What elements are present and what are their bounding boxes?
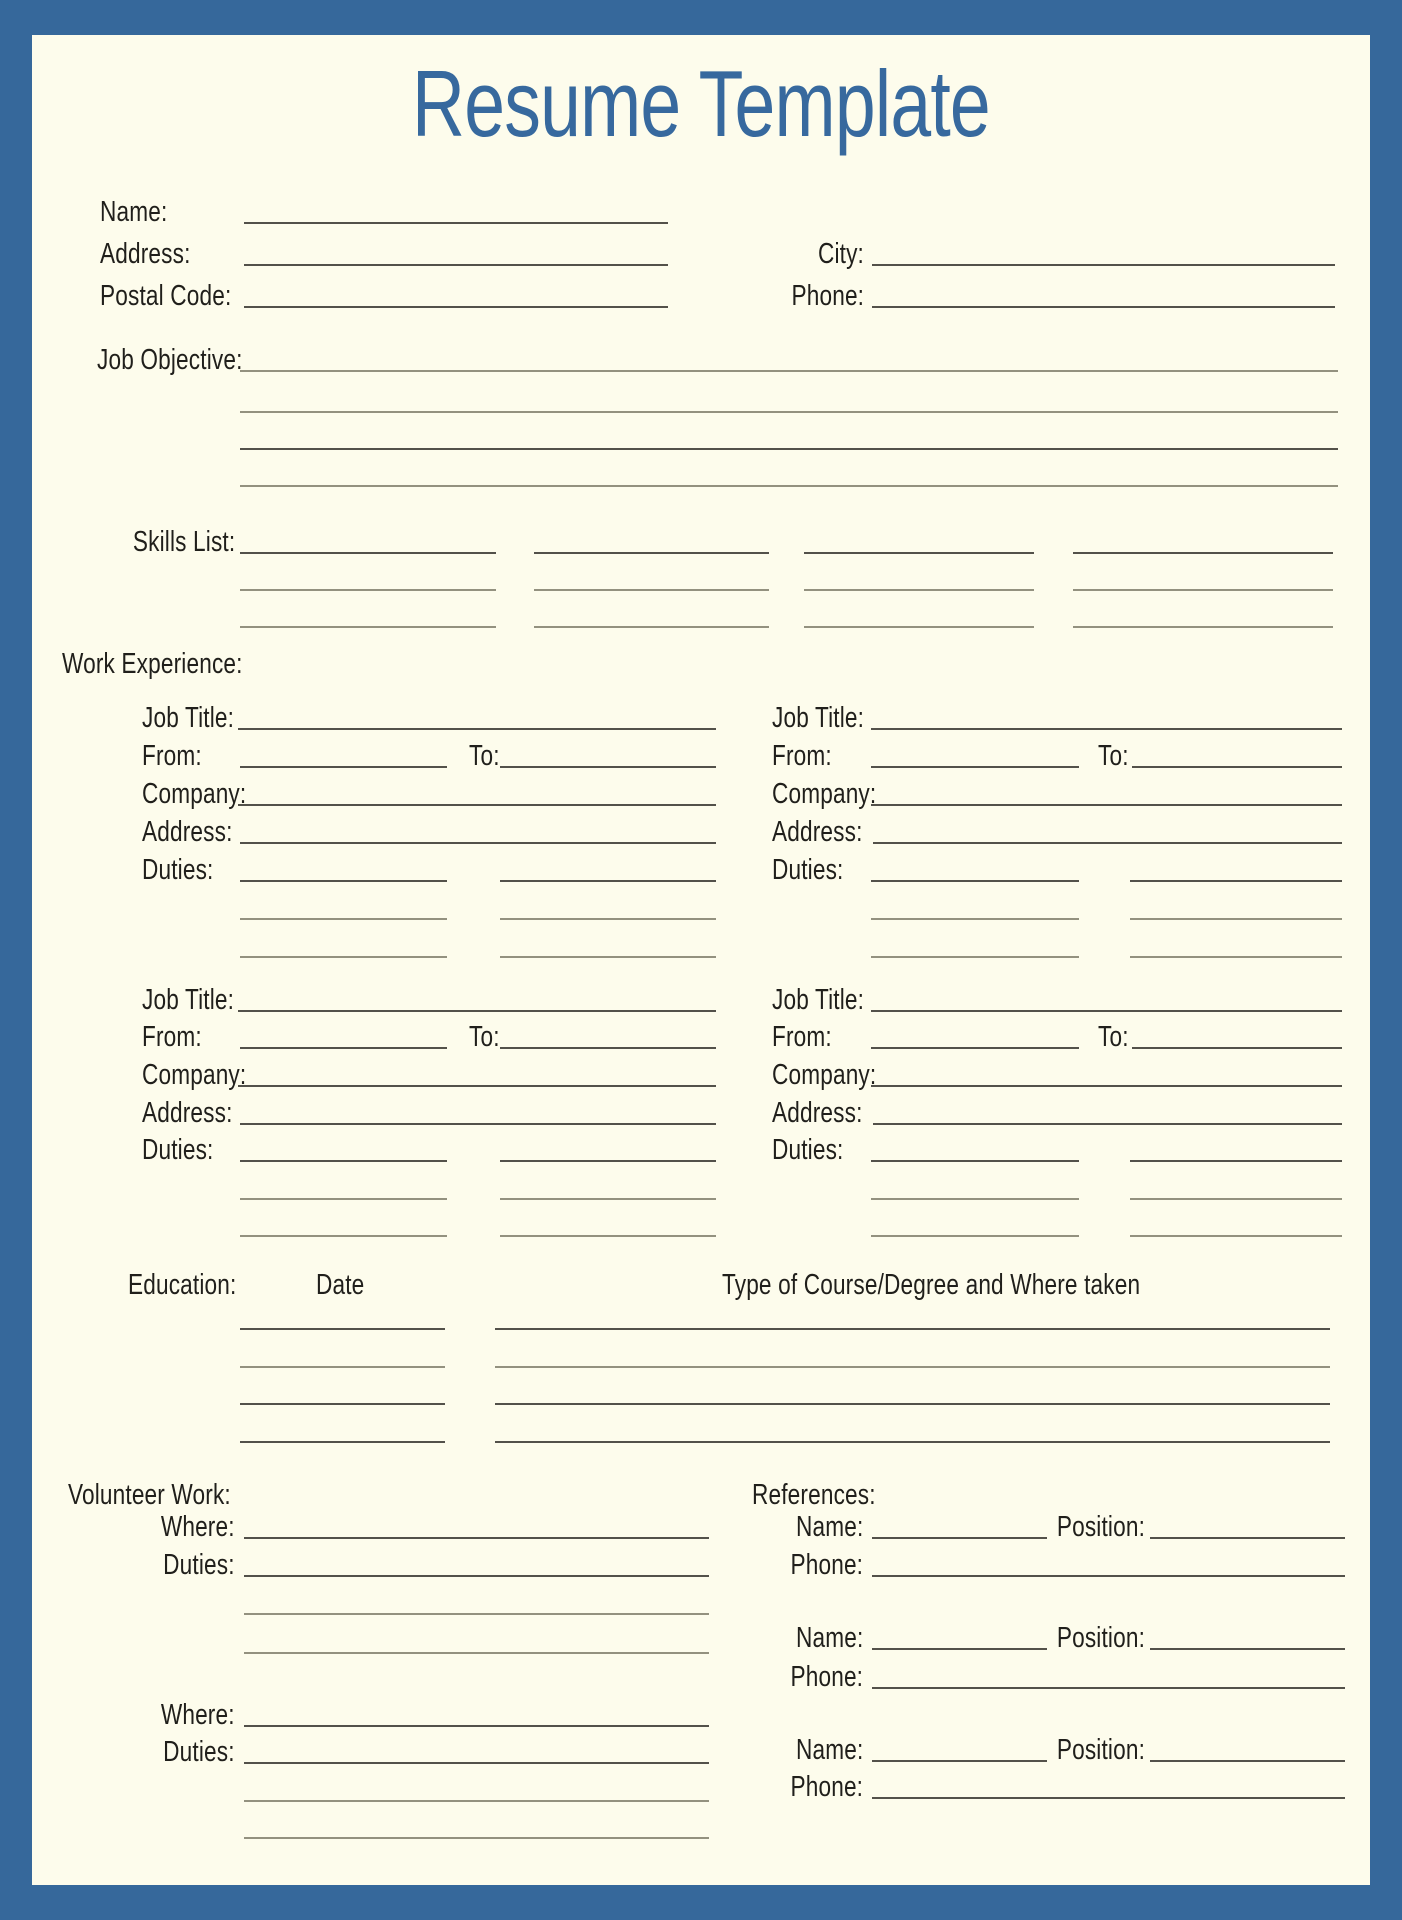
work-address-line [240, 842, 716, 844]
job-objective-line [240, 411, 1338, 413]
skills-line [240, 626, 496, 628]
duties-line [240, 1235, 447, 1237]
duties-line [500, 956, 716, 958]
volunteer-extra-line [244, 1800, 709, 1802]
from-line [240, 766, 447, 768]
reference-phone-line [872, 1687, 1345, 1689]
work-address-label: Address: [772, 816, 863, 848]
from-label: From: [772, 740, 832, 772]
skills-line [804, 589, 1034, 591]
reference-position-label: Position: [1056, 1511, 1145, 1543]
company-label: Company: [142, 1059, 247, 1091]
reference-phone-label: Phone: [790, 1771, 863, 1803]
skills-line [534, 589, 769, 591]
job-title-line [871, 1010, 1342, 1012]
job-title-label: Job Title: [142, 984, 235, 1016]
to-label: To: [1098, 740, 1129, 772]
volunteer-where-line [244, 1537, 709, 1539]
duties-line [1130, 1160, 1342, 1162]
reference-phone-line [872, 1797, 1345, 1799]
education-course-line [495, 1403, 1330, 1405]
company-label: Company: [772, 778, 877, 810]
education-date-line [240, 1441, 445, 1443]
company-line [871, 804, 1342, 806]
volunteer-where-line [244, 1725, 709, 1727]
work-address-line [873, 842, 1342, 844]
to-line [1132, 766, 1342, 768]
company-line [238, 804, 716, 806]
reference-name-line [872, 1760, 1047, 1762]
reference-name-label: Name: [795, 1622, 863, 1654]
page-title: Resume Template [412, 51, 990, 156]
duties-line [871, 1198, 1079, 1200]
education-date-line [240, 1403, 445, 1405]
duties-line [500, 918, 716, 920]
reference-phone-label: Phone: [790, 1661, 863, 1693]
volunteer-duties-line [244, 1575, 709, 1577]
volunteer-work-header: Volunteer Work: [68, 1479, 231, 1511]
to-line [500, 766, 716, 768]
work-address-label: Address: [772, 1097, 863, 1129]
duties-label: Duties: [772, 1134, 844, 1166]
skills-line [534, 552, 769, 554]
to-line [500, 1047, 716, 1049]
reference-position-line [1150, 1537, 1345, 1539]
to-label: To: [469, 740, 500, 772]
job-title-label: Job Title: [142, 702, 235, 734]
duties-line [240, 1160, 447, 1162]
job-title-line [238, 1010, 716, 1012]
reference-phone-line [872, 1575, 1345, 1577]
volunteer-where-label: Where: [161, 1511, 235, 1543]
company-label: Company: [772, 1059, 877, 1091]
job-title-line [238, 728, 716, 730]
from-label: From: [142, 1021, 202, 1053]
duties-line [500, 1160, 716, 1162]
postal-code-line [244, 306, 668, 308]
duties-line [240, 1198, 447, 1200]
skills-line [1073, 589, 1333, 591]
reference-name-label: Name: [795, 1511, 863, 1543]
reference-position-label: Position: [1056, 1734, 1145, 1766]
duties-line [500, 1235, 716, 1237]
volunteer-extra-line [244, 1837, 709, 1839]
duties-line [240, 956, 447, 958]
name-line [244, 222, 668, 224]
company-line [871, 1085, 1342, 1087]
company-line [238, 1085, 716, 1087]
skills-line [534, 626, 769, 628]
duties-line [871, 1235, 1079, 1237]
job-objective-line [240, 485, 1338, 487]
skills-line [804, 626, 1034, 628]
job-objective-label: Job Objective: [97, 344, 243, 376]
job-objective-line [240, 370, 1338, 372]
duties-line [500, 1198, 716, 1200]
duties-line [871, 1160, 1079, 1162]
company-label: Company: [142, 778, 247, 810]
volunteer-duties-label: Duties: [163, 1736, 235, 1768]
reference-phone-label: Phone: [790, 1549, 863, 1581]
skills-line [240, 552, 496, 554]
to-line [1132, 1047, 1342, 1049]
phone-line [872, 306, 1335, 308]
duties-line [500, 880, 716, 882]
job-objective-line [240, 448, 1338, 450]
reference-name-label: Name: [795, 1734, 863, 1766]
education-date-line [240, 1328, 445, 1330]
duties-line [1130, 918, 1342, 920]
reference-position-line [1150, 1760, 1345, 1762]
reference-position-label: Position: [1056, 1622, 1145, 1654]
volunteer-duties-line [244, 1762, 709, 1764]
from-label: From: [142, 740, 202, 772]
volunteer-extra-line [244, 1652, 709, 1654]
from-label: From: [772, 1021, 832, 1053]
skills-list-label: Skills List: [132, 526, 235, 558]
reference-position-line [1150, 1648, 1345, 1650]
duties-line [1130, 880, 1342, 882]
resume-template-page [32, 35, 1370, 1885]
duties-label: Duties: [142, 1134, 214, 1166]
phone-label: Phone: [791, 280, 864, 312]
work-address-label: Address: [142, 816, 233, 848]
education-course-line [495, 1441, 1330, 1443]
postal-code-label: Postal Code: [100, 280, 232, 312]
duties-line [871, 918, 1079, 920]
duties-line [240, 918, 447, 920]
skills-line [1073, 626, 1333, 628]
work-experience-header: Work Experience: [62, 648, 243, 680]
duties-line [871, 880, 1079, 882]
job-title-label: Job Title: [772, 984, 865, 1016]
duties-label: Duties: [772, 854, 844, 886]
city-line [872, 264, 1335, 266]
duties-line [871, 956, 1079, 958]
address-label: Address: [100, 238, 191, 270]
city-label: City: [817, 238, 864, 270]
skills-line [804, 552, 1034, 554]
address-line [244, 264, 668, 266]
volunteer-where-label: Where: [161, 1699, 235, 1731]
education-date-line [240, 1366, 445, 1368]
reference-name-line [872, 1537, 1047, 1539]
work-address-label: Address: [142, 1097, 233, 1129]
volunteer-extra-line [244, 1613, 709, 1615]
work-address-line [240, 1123, 716, 1125]
duties-line [1130, 1235, 1342, 1237]
education-course-line [495, 1366, 1330, 1368]
duties-line [1130, 1198, 1342, 1200]
education-date-header: Date [316, 1269, 365, 1301]
education-course-line [495, 1328, 1330, 1330]
name-label: Name: [100, 196, 168, 228]
to-label: To: [1098, 1021, 1129, 1053]
job-title-line [871, 728, 1342, 730]
duties-line [240, 880, 447, 882]
volunteer-duties-label: Duties: [163, 1549, 235, 1581]
education-label: Education: [128, 1269, 237, 1301]
to-label: To: [469, 1021, 500, 1053]
from-line [240, 1047, 447, 1049]
reference-name-line [872, 1648, 1047, 1650]
duties-line [1130, 956, 1342, 958]
education-course-header: Type of Course/Degree and Where taken [722, 1269, 1141, 1301]
job-title-label: Job Title: [772, 702, 865, 734]
duties-label: Duties: [142, 854, 214, 886]
from-line [871, 766, 1079, 768]
skills-line [1073, 552, 1333, 554]
skills-line [240, 589, 496, 591]
from-line [871, 1047, 1079, 1049]
work-address-line [873, 1123, 1342, 1125]
references-header: References: [752, 1479, 876, 1511]
